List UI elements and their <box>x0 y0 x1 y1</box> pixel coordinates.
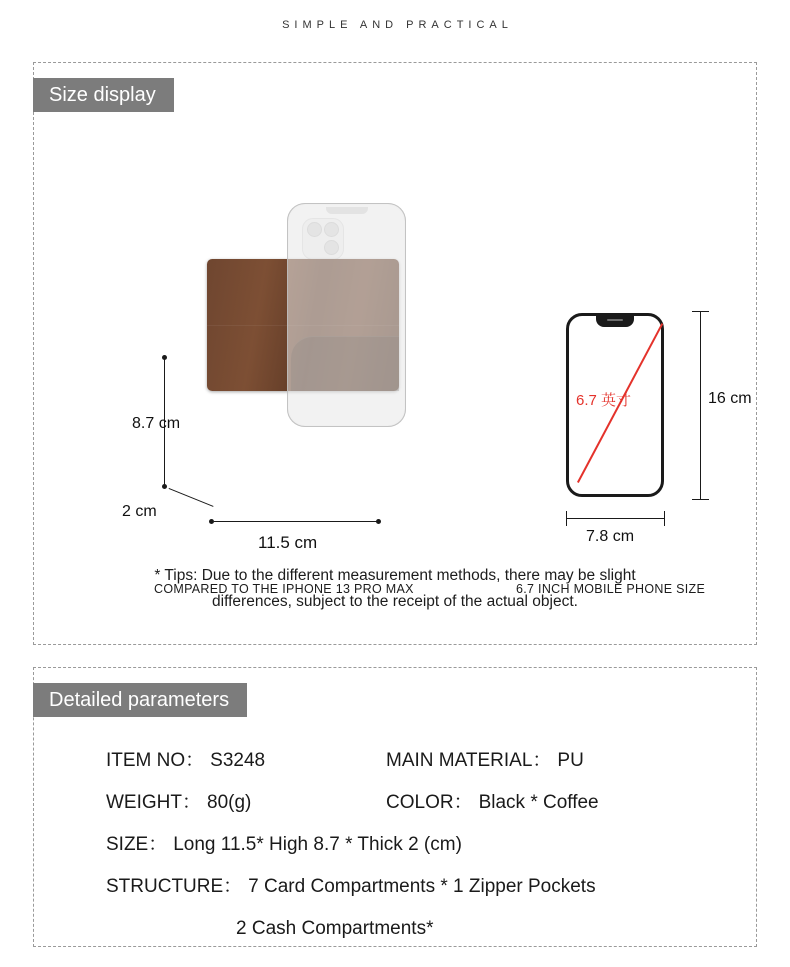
phone-width-dim-line <box>566 518 665 519</box>
size-display-panel <box>33 62 757 645</box>
structure-field <box>106 866 736 908</box>
wallet-thickness-label: 2 cm <box>122 503 157 520</box>
structure-field-line2 <box>106 908 736 950</box>
tips-line-1: * Tips: Due to the different measurement methods, there may be slight <box>154 567 636 584</box>
size-display-stage <box>34 63 756 644</box>
wallet-width-label: 11.5 cm <box>258 533 318 552</box>
size-display-tab-label: Size display <box>33 78 174 112</box>
material-value: PU <box>557 750 584 771</box>
size-field <box>106 824 736 866</box>
structure-value-2: 2 Cash Compartments* <box>236 918 434 939</box>
param-row <box>106 824 736 866</box>
color-field <box>386 782 736 824</box>
param-row <box>106 908 736 950</box>
wallet-vs-phone-figure <box>129 193 459 543</box>
param-row <box>106 866 736 908</box>
width-dim-cap-right <box>664 511 665 526</box>
weight-value: 80(g) <box>207 792 252 813</box>
parameters-list <box>106 740 736 950</box>
right-figure-caption: 6.7 INCH MOBILE PHONE SIZE <box>516 582 706 596</box>
weight-label: WEIGHT： <box>106 792 201 813</box>
phone-width-label: 7.8 cm <box>586 528 635 545</box>
phone-overlay <box>287 203 406 427</box>
phone-height-label: 16 cm <box>708 390 752 407</box>
weight-field <box>106 782 386 824</box>
height-dim-cap-bottom <box>692 499 709 500</box>
wallet-height-label: 8.7 cm <box>132 415 181 432</box>
structure-value: 7 Card Compartments * 1 Zipper Pockets <box>248 876 596 897</box>
param-row <box>106 782 736 824</box>
phone-diagonal-label: 6.7 英寸 <box>576 392 632 409</box>
color-label: COLOR： <box>386 792 473 813</box>
phone-size-figure <box>504 243 752 545</box>
item-no-label: ITEM NO： <box>106 750 205 771</box>
detailed-parameters-panel <box>33 667 757 947</box>
structure-label: STRUCTURE： <box>106 876 243 897</box>
detailed-parameters-tab-label: Detailed parameters <box>33 683 247 717</box>
material-label: MAIN MATERIAL： <box>386 750 552 771</box>
width-marker-right-dot <box>376 519 381 524</box>
page-banner: SIMPLE AND PRACTICAL <box>282 19 513 31</box>
color-value: Black * Coffee <box>478 792 599 813</box>
phone-outline-notch <box>596 316 634 327</box>
phone-height-dim-line <box>700 311 701 499</box>
phone-speaker-icon <box>607 319 623 321</box>
height-marker-bottom-dot <box>162 484 167 489</box>
tips-line-2: differences, subject to the receipt of the actual object. <box>212 593 578 610</box>
material-field <box>386 740 736 782</box>
width-measure-line <box>214 521 379 522</box>
left-figure-caption: COMPARED TO THE IPHONE 13 PRO MAX <box>154 582 414 596</box>
phone-overlay-notch <box>326 207 368 214</box>
item-no-field <box>106 740 386 782</box>
param-row <box>106 740 736 782</box>
item-no-value: S3248 <box>210 750 266 771</box>
size-value: Long 11.5* High 8.7 * Thick 2 (cm) <box>173 834 462 855</box>
size-label: SIZE： <box>106 834 168 855</box>
tips-text <box>75 563 715 615</box>
